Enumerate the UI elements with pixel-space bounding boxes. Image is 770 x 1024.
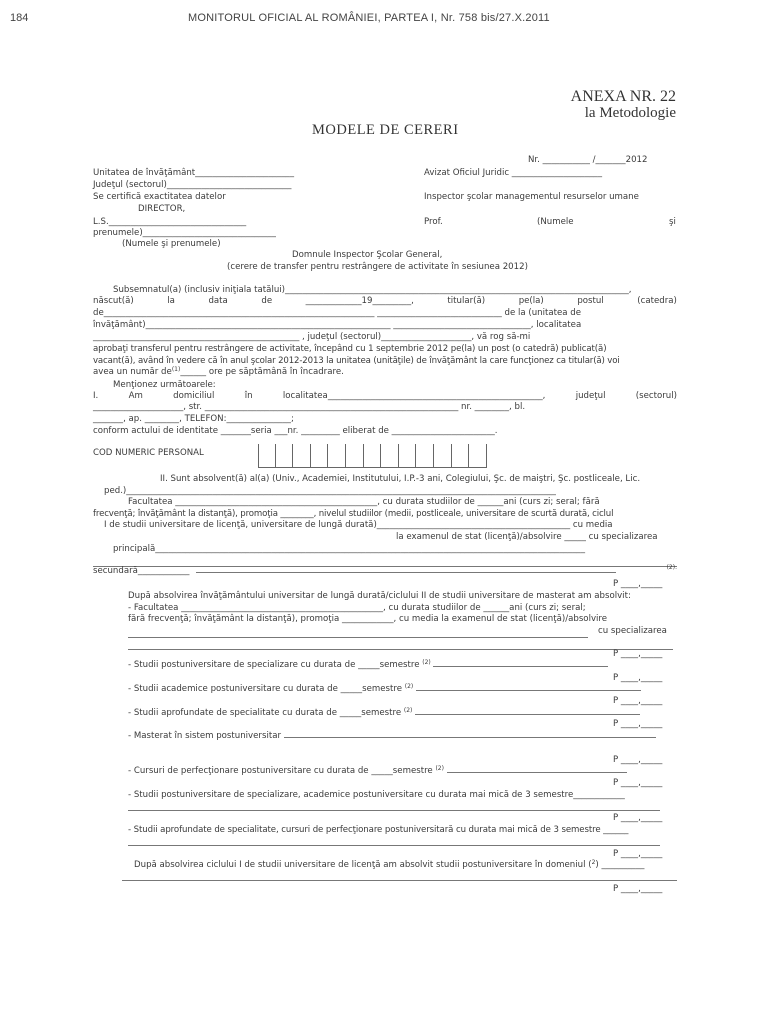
ls-field: L.S.________________________________ [93,217,247,227]
document-title: MODELE DE CERERI [312,122,459,138]
grade-field: P ____,_____ [613,719,663,729]
word: pe(la) [518,296,544,306]
grade-field: P ____,_____ [613,884,663,894]
phone-line: _______, ap. ________, TELEFON:_______________; [93,414,294,424]
name-hint: (Numele şi prenumele) [122,239,221,249]
annex-subtitle: la Metodologie [584,105,676,121]
body-line-3: de_______________________________________________________________ _____________________________ de la (unitatea de [93,308,582,318]
studies-line-6: la examenul de stat (licenţă)/absolvire _____ cu specializarea [396,532,658,542]
item-label: - Studii postuniversitare de specializare cu durata de _____semestre [128,660,420,670]
word: domiciliul [173,391,215,401]
surname-field: prenumele)_______________________________ [93,228,276,238]
word: în [244,391,253,401]
cnp-digit-box[interactable] [276,444,294,468]
footnote-ref: (2). [666,564,677,571]
word: născut(ă) [93,296,134,306]
grade-field: P ____,_____ [613,755,663,765]
id-document-line: conform actului de identitate _______seria ___nr. _________ eliberat de ________________________. [93,426,498,436]
blank-line [122,880,677,881]
grade-field: P ____,_____ [613,778,663,788]
body-line-1: Subsemnatul(a) (inclusiv iniţiala tatălui)________________________________________________________________________________, [113,285,632,295]
word: judeţul [575,391,606,401]
mention-label: Menţionez următoarele: [113,380,216,390]
studies-line-1: II. Sunt absolvent(ă) al(a) (Univ., Academiei, Institutului, I.P.-3 ani, Colegiului, Şc. de maiştri, Şc. postliceale, Lic. [160,474,641,484]
cnp-digit-box[interactable] [328,444,346,468]
word: titular(ă) [447,296,486,306]
postgrad-specialization [128,661,608,670]
studies-line-5: I de studii universitare de licenţă, universitare de lungă durată)_____________________________________________ cu media [104,520,613,530]
masters-postgrad [128,732,656,741]
legal-approval: Avizat Oficiul Juridic _____________________ [424,168,603,178]
name-open-label: (Numele [537,217,574,227]
body-line-6: aprobaţi transferul pentru restrângere de activitate, începând cu 1 septembrie 2012 pe(la) un post (o catedră) publicat(ă) [93,344,607,354]
cnp-digit-box[interactable] [311,444,329,468]
director-label: DIRECTOR, [138,204,186,214]
item-label: - Studii aprofundate de specialitate cu durata de _____semestre [128,708,402,718]
inspector-title: Inspector şcolar managementul resurselor umane [424,192,639,202]
item-end: ) __________ [595,860,645,870]
after-bachelor-line [134,861,644,870]
school-unit-field: Unitatea de învăţământ_______________________ [93,168,294,178]
cnp-digit-box[interactable] [452,444,470,468]
cnp-digit-box[interactable] [416,444,434,468]
item-label: - Studii academice postuniversitare cu durata de _____semestre [128,684,403,694]
request-type: (cerere de transfer pentru restrângere de activitate în sesiunea 2012) [227,262,528,272]
grade-field: P ____,_____ [613,813,663,823]
cnp-digit-box[interactable] [469,444,487,468]
item-label: - Masterat în sistem postuniversitar [128,731,281,741]
body-line-5: ________________________________________________ , judeţul (sectorul)_____________________, vă rog să-mi [93,332,531,342]
academic-postgrad [128,685,641,694]
salutation: Domnule Inspector Şcolar General, [292,250,443,260]
word: (catedra) [637,296,677,306]
blank-line [128,637,588,638]
word: localitatea__________________________________________________, [282,391,546,401]
page-number: 184 [10,12,29,24]
gazette-title: MONITORUL OFICIAL AL ROMÂNIEI, PARTEA I, Nr. 758 bis/27.X.2011 [188,12,550,24]
studies-line-4: frecvenţă; învăţământ la distanţă), promoţia ________, nivelul studiilor (medii, postliceale, universitare de scurtă durată, ciclul [93,509,614,519]
grade-field: P ____,_____ [613,696,663,706]
frequency-2-line: fără frecvenţă; învăţământ la distanţă), promoţia ____________, cu media la examenul de stat (licenţă)/absolvire [128,614,608,624]
body-line-8 [93,368,344,377]
blank-line [128,810,660,811]
grade-field: P ____,_____ [613,849,663,859]
word: la [167,296,175,306]
improvement-courses [128,767,627,776]
cnp-digit-box[interactable] [364,444,382,468]
secondary-label: secundară____________ [93,566,190,576]
word: Am [128,391,143,401]
after-master-line: După absolvirea învăţământului universitar de lungă durată/ciclului II de studii universitare de masterat am absolvit: [128,591,631,601]
annex-number: ANEXA NR. 22 [570,88,676,105]
footnote-ref: (1) [171,366,181,373]
domicile-line [93,392,677,401]
footnote-ref: (2) [422,659,431,666]
cnp-digit-box[interactable] [293,444,311,468]
advanced-under-3: - Studii aprofundate de specialitate, cursuri de perfecţionare postuniversitară cu durata mai mică de 3 semestre ______ [128,825,629,835]
registration-number: Nr. ___________ /_______2012 [528,155,648,165]
word: postul [577,296,604,306]
specialization-2: cu specializarea [598,626,667,636]
secondary-specialization [93,564,677,576]
postgrad-under-3: - Studii postuniversitare de specializare, academice postuniversitare cu durata mai mică de 3 semestre____________ [128,790,625,800]
footnote-ref: (2) [435,765,444,772]
cnp-baseline [258,467,487,468]
county-field: Judeţul (sectorul)_____________________________ [93,180,292,190]
and-label: şi [669,217,676,227]
cnp-label: COD NUMERIC PERSONAL [93,448,204,458]
blank-line [128,649,673,650]
footnote-ref: (2) [404,683,414,690]
item-label: - Cursuri de perfecţionare postuniversitare cu durata de _____semestre [128,766,433,776]
cnp-digit-box[interactable] [346,444,364,468]
word: I. [93,391,99,401]
word: _____________19_________, [305,296,414,306]
main-specialization: principală____________________________________________________________________________________________________ [113,544,585,554]
word: (sectorul) [635,391,677,401]
hours-field: ______ ore pe săptămână în încadrare. [180,367,344,377]
body-line-4: învăţământ)_________________________________________________________ ________________________________, localitatea [93,320,582,330]
street-line: _____________________, str. ___________________________________________________________ nr. ________, bl. [93,402,526,412]
cnp-digit-box[interactable] [434,444,452,468]
faculty-line: Facultatea _______________________________________________, cu durata studiilor de ______ani (curs zi; seral; fără [128,497,600,507]
cnp-digit-box[interactable] [399,444,417,468]
body-line-2 [93,297,677,306]
cnp-digit-box[interactable] [258,444,276,468]
grade-field: P ____,_____ [613,649,663,659]
footnote-ref: 2 [591,859,596,866]
footnote-ref: (2) [403,707,413,714]
prof-label: Prof. [424,217,443,227]
hours-label: avea un număr de [93,367,172,377]
body-line-7: vacant(ă), având în vedere că în anul şcolar 2012-2013 la unitatea (unităţile) de învăţământ la care funcţionez ca titular(ă) voi [93,356,620,366]
word: data [208,296,228,306]
certification-note: Se certifică exactitatea datelor [93,192,226,202]
grade-field: P ____,_____ [613,673,663,683]
blank-line [128,845,660,846]
studies-line-2: ped.)____________________________________________________________________________________________________ [104,486,556,496]
item-label: După absolvirea ciclului I de studii universitare de licenţă am absolvit studii postuniversitare în domeniul ( [134,860,592,870]
cnp-digit-box[interactable] [381,444,399,468]
advanced-studies [128,709,640,718]
faculty-2-line: - Facultatea _______________________________________________, cu durata studiilor de ______ani (curs zi; seral; [128,603,586,613]
word: de [261,296,273,306]
grade-field: P ____,_____ [613,579,663,589]
